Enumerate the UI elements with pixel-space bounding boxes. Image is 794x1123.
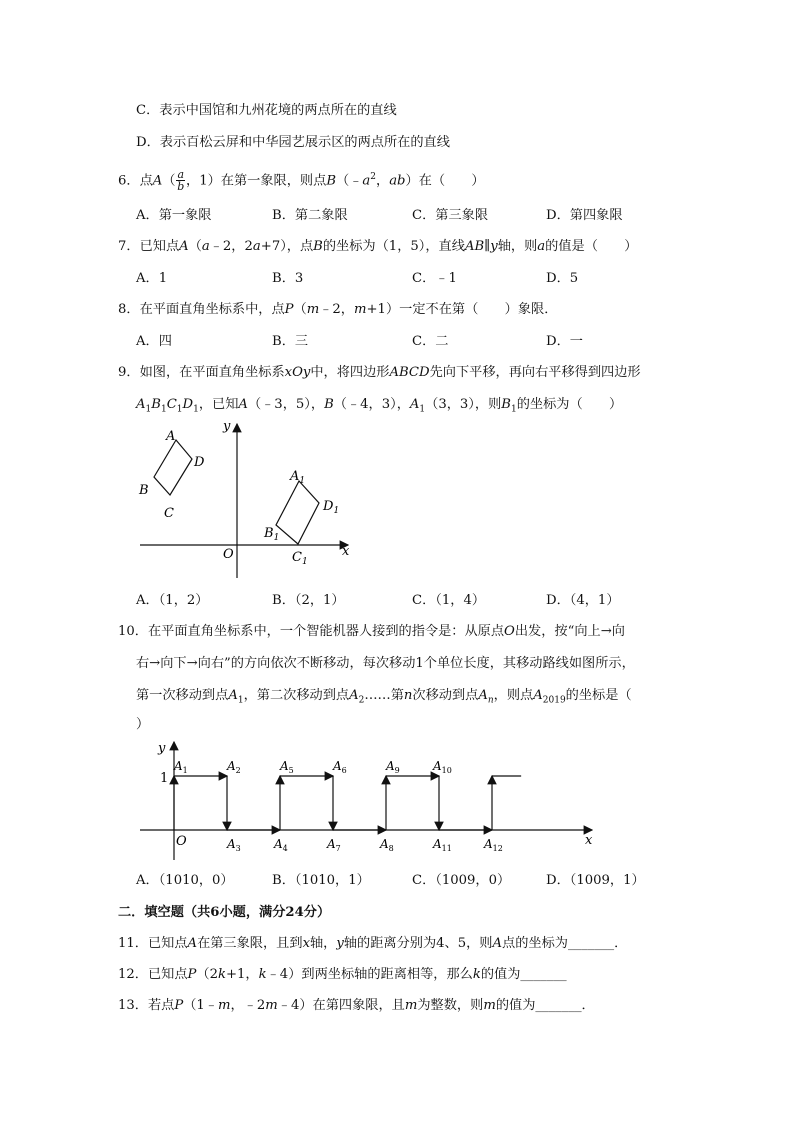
q7-option-a: A．1 [136, 271, 168, 286]
q10-point-label: $A_6$ [333, 759, 347, 775]
q6-option-b: B．第二象限 [272, 208, 348, 223]
q8-option-a: A．四 [136, 334, 172, 349]
q10-robot-path [174, 776, 521, 830]
q10-point-label: $A_3$ [227, 837, 241, 853]
q9-stem-line1: 9．如图，在平面直角坐标系xOy中，将四边形ABCD先向下平移，再向右平移得到四边形 [118, 365, 641, 380]
q5-option-d: D．表示百松云屏和中华园艺展示区的两点所在的直线 [136, 135, 450, 150]
q10-point-label: $A_1$ [174, 759, 188, 775]
q9-option-b: B．（2，1） [272, 593, 345, 608]
q10-origin-label: O [176, 834, 187, 849]
q9-quad-abcd [154, 440, 192, 495]
q10-option-b: B．（1010，1） [272, 873, 370, 888]
q8-option-b: B．三 [272, 334, 309, 349]
q8-option-d: D．一 [546, 334, 583, 349]
q10-option-c: C．（1009，0） [412, 873, 511, 888]
q7-option-c: C．﹣1 [412, 271, 457, 286]
q10-stem-line4: ） [136, 717, 150, 732]
q7-option-b: B．3 [272, 271, 304, 286]
q9-label-c: C [164, 506, 174, 521]
q10-one-label: 1 [160, 771, 169, 786]
q9-label-b: B [139, 483, 149, 498]
q6-option-c: C．第三象限 [412, 208, 489, 223]
q11-stem: 11．已知点A在第三象限，且到x轴，y轴的距离分别为4、5，则A点的坐标为_______． [118, 936, 628, 951]
q9-label-b1: $B_1$ [264, 526, 280, 543]
q10-y-label: y [158, 741, 166, 756]
q9-origin-label: O [223, 547, 234, 562]
q9-label-d1: $D_1$ [323, 499, 340, 516]
q7-option-d: D．5 [546, 271, 579, 286]
q10-option-d: D．（1009，1） [546, 873, 645, 888]
q5-option-c: C．表示中国馆和九州花境的两点所在的直线 [136, 103, 397, 118]
q8-stem: 8．在平面直角坐标系中，点P（m﹣2，m+1）一定不在第（ ）象限． [118, 302, 558, 317]
q10-stem-line2: 右→向下→向右”的方向依次不断移动，每次移动1个单位长度，其移动路线如图所示， [136, 656, 635, 671]
q10-point-label: $A_7$ [327, 837, 341, 853]
q10-point-labels [173, 759, 503, 853]
q10-option-a: A．（1010，0） [136, 873, 234, 888]
q9-option-a: A．（1，2） [136, 593, 209, 608]
q9-quad-a1b1c1d1 [276, 481, 319, 544]
q10-point-label: $A_{12}$ [484, 837, 503, 853]
q9-label-a: A [166, 429, 176, 444]
q9-y-label: y [223, 419, 231, 434]
q8-option-c: C．二 [412, 334, 449, 349]
q9-stem-line2: $A_1B_1C_1D_1$，已知A（﹣3，5），B（﹣4，3），$A_1(3$，3），则$B_1$的坐标为（ ） [136, 397, 623, 415]
q6-option-d: D．第四象限 [546, 208, 623, 223]
q10-stem-line1: 10．在平面直角坐标系中，一个智能机器人接到的指令是：从原点O出发，按“向上→向 [118, 624, 625, 639]
q9-option-c: C．（1，4） [412, 593, 486, 608]
q10-point-label: $A_5$ [280, 759, 294, 775]
q10-x-label: x [585, 833, 593, 848]
q10-point-label: $A_4$ [274, 837, 288, 853]
q13-stem: 13．若点P（1﹣m，﹣2m﹣4）在第四象限，且m为整数，则m的值为_______． [118, 998, 595, 1013]
q9-label-c1: $C_1$ [292, 550, 308, 567]
q10-point-label: $A_{11}$ [433, 837, 452, 853]
q9-figure [130, 418, 370, 584]
q9-label-a1: $A_1$ [290, 469, 306, 486]
q6-option-a: A．第一象限 [136, 208, 212, 223]
q9-x-label: x [342, 544, 350, 559]
q12-stem: 12．已知点P（2k+1，k﹣4）到两坐标轴的距离相等，那么k的值为_______ [118, 967, 567, 982]
q10-point-label: $A_{10}$ [433, 759, 452, 775]
q6-stem: 6．点A（ $\frac{a}{b}$ ，1）在第一象限，则点$B(﹣a^2$，ab）在（ ） [118, 168, 485, 194]
q9-label-d: D [194, 455, 205, 470]
q9-option-d: D．（4，1） [546, 593, 620, 608]
q10-point-label: $A_2$ [227, 759, 241, 775]
section-heading-fill-in: 二．填空题（共6小题，满分24分） [118, 905, 331, 920]
q6-fraction: $\frac{a}{b}$ [177, 168, 185, 194]
q10-figure [136, 738, 606, 862]
q7-stem: 7．已知点A（a﹣2，2a+7），点B的坐标为（1，5），直线AB∥y轴，则a的值是（ ） [118, 239, 638, 254]
q10-point-label: $A_8$ [380, 837, 394, 853]
q10-point-label: $A_9$ [386, 759, 400, 775]
q10-stem-line3: 第一次移动到点$A_1$，第二次移动到点$A_2\dots\dots$第n次移动到点$A_n$，则点$A_{2019}$的坐标是（ [136, 688, 632, 706]
